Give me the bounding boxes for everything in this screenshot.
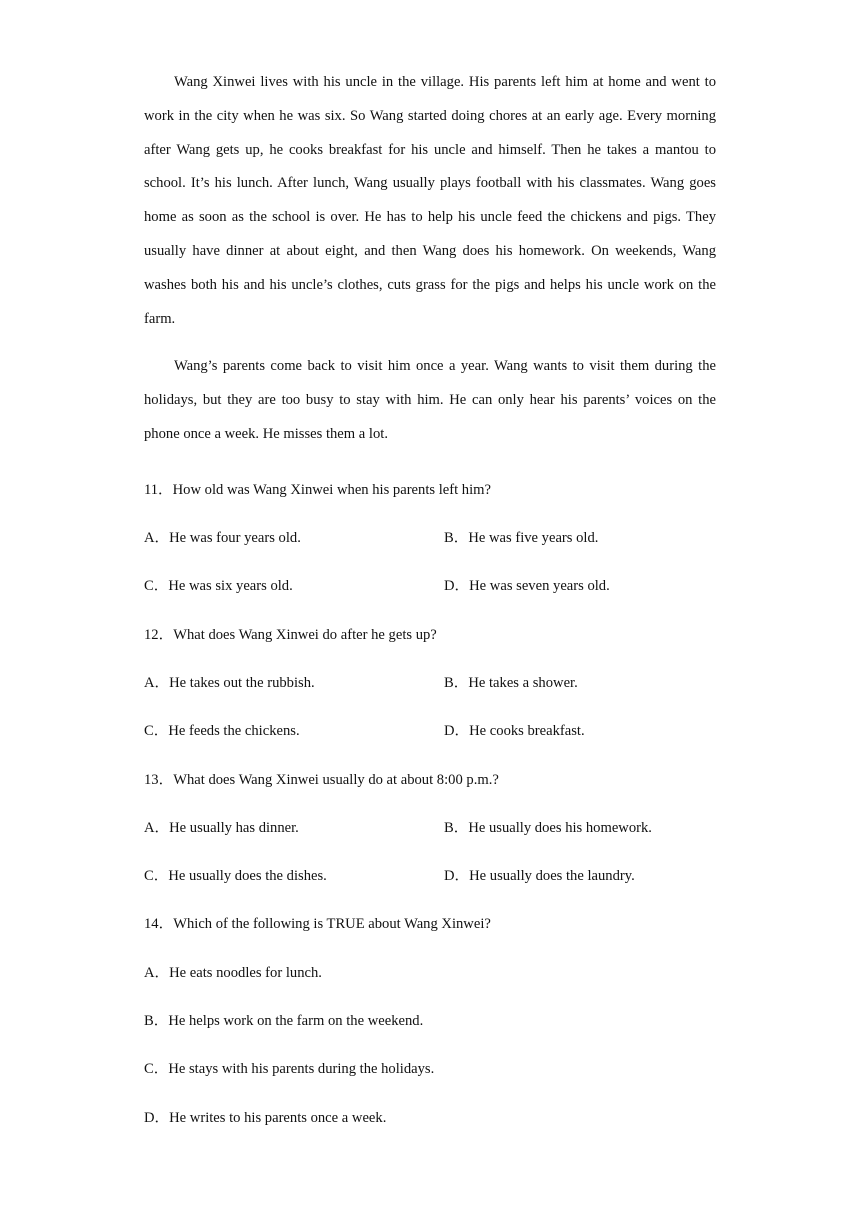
- option-row: [144, 562, 716, 610]
- option-d[interactable]: D．He writes to his parents once a week.: [144, 1109, 387, 1126]
- option-c[interactable]: C．He feeds the chickens.: [144, 723, 300, 740]
- option-d[interactable]: D．He usually does the laundry.: [444, 868, 635, 885]
- question-stem: 13．What does Wang Xinwei usually do at about 8:00 p.m.?: [144, 771, 499, 788]
- question-stem: 11．How old was Wang Xinwei when his parents left him?: [144, 481, 491, 498]
- option-b[interactable]: B．He takes a shower.: [444, 674, 578, 691]
- passage-paragraph-2: Wang’s parents come back to visit him once a year. Wang wants to visit them during the holidays, but they are too busy to stay with him. He can only hear his parents’ voices on the phone once a week. He misses them a lot.: [144, 358, 716, 442]
- question-stem: 12．What does Wang Xinwei do after he gets up?: [144, 626, 437, 643]
- option-b[interactable]: B．He usually does his homework.: [444, 819, 652, 836]
- option-c[interactable]: C．He usually does the dishes.: [144, 868, 327, 885]
- option-row: [144, 514, 716, 562]
- option-c[interactable]: C．He was six years old.: [144, 578, 293, 595]
- question-14: [144, 900, 716, 1141]
- question-13: [144, 756, 716, 901]
- question-12: [144, 611, 716, 756]
- option-row: [144, 707, 716, 755]
- option-b[interactable]: B．He was five years old.: [444, 530, 599, 547]
- question-11: [144, 466, 716, 611]
- option-d[interactable]: D．He was seven years old.: [444, 578, 610, 595]
- option-row: [144, 659, 716, 707]
- option-c[interactable]: C．He stays with his parents during the holidays.: [144, 1061, 435, 1078]
- option-row: [144, 804, 716, 852]
- worksheet-page: [144, 66, 716, 1142]
- option-a[interactable]: A．He takes out the rubbish.: [144, 674, 315, 691]
- reading-passage: [144, 66, 716, 452]
- option-d[interactable]: D．He cooks breakfast.: [444, 723, 585, 740]
- option-a[interactable]: A．He eats noodles for lunch.: [144, 964, 322, 981]
- question-list: [144, 466, 716, 1142]
- question-stem: 14．Which of the following is TRUE about Wang Xinwei?: [144, 916, 491, 933]
- passage-paragraph-1: Wang Xinwei lives with his uncle in the village. His parents left him at home and went to work in the city when he was six. So Wang started doing chores at an early age. Every morning after Wang gets up, he cooks breakfast for his uncle and himself. Then he takes a mantou to school. It’s his lunch. After lunch, Wang usually plays football with his classmates. Wang goes home as soon as the school is over. He has to help his uncle feed the chickens and pigs. They usually have dinner at about eight, and then Wang does his homework. On weekends, Wang washes both his and his uncle’s clothes, cuts grass for the pigs and helps his uncle work on the farm.: [144, 74, 716, 327]
- option-a[interactable]: A．He usually has dinner.: [144, 819, 299, 836]
- option-a[interactable]: A．He was four years old.: [144, 530, 301, 547]
- option-b[interactable]: B．He helps work on the farm on the weekend.: [144, 1013, 424, 1030]
- option-row: [144, 852, 716, 900]
